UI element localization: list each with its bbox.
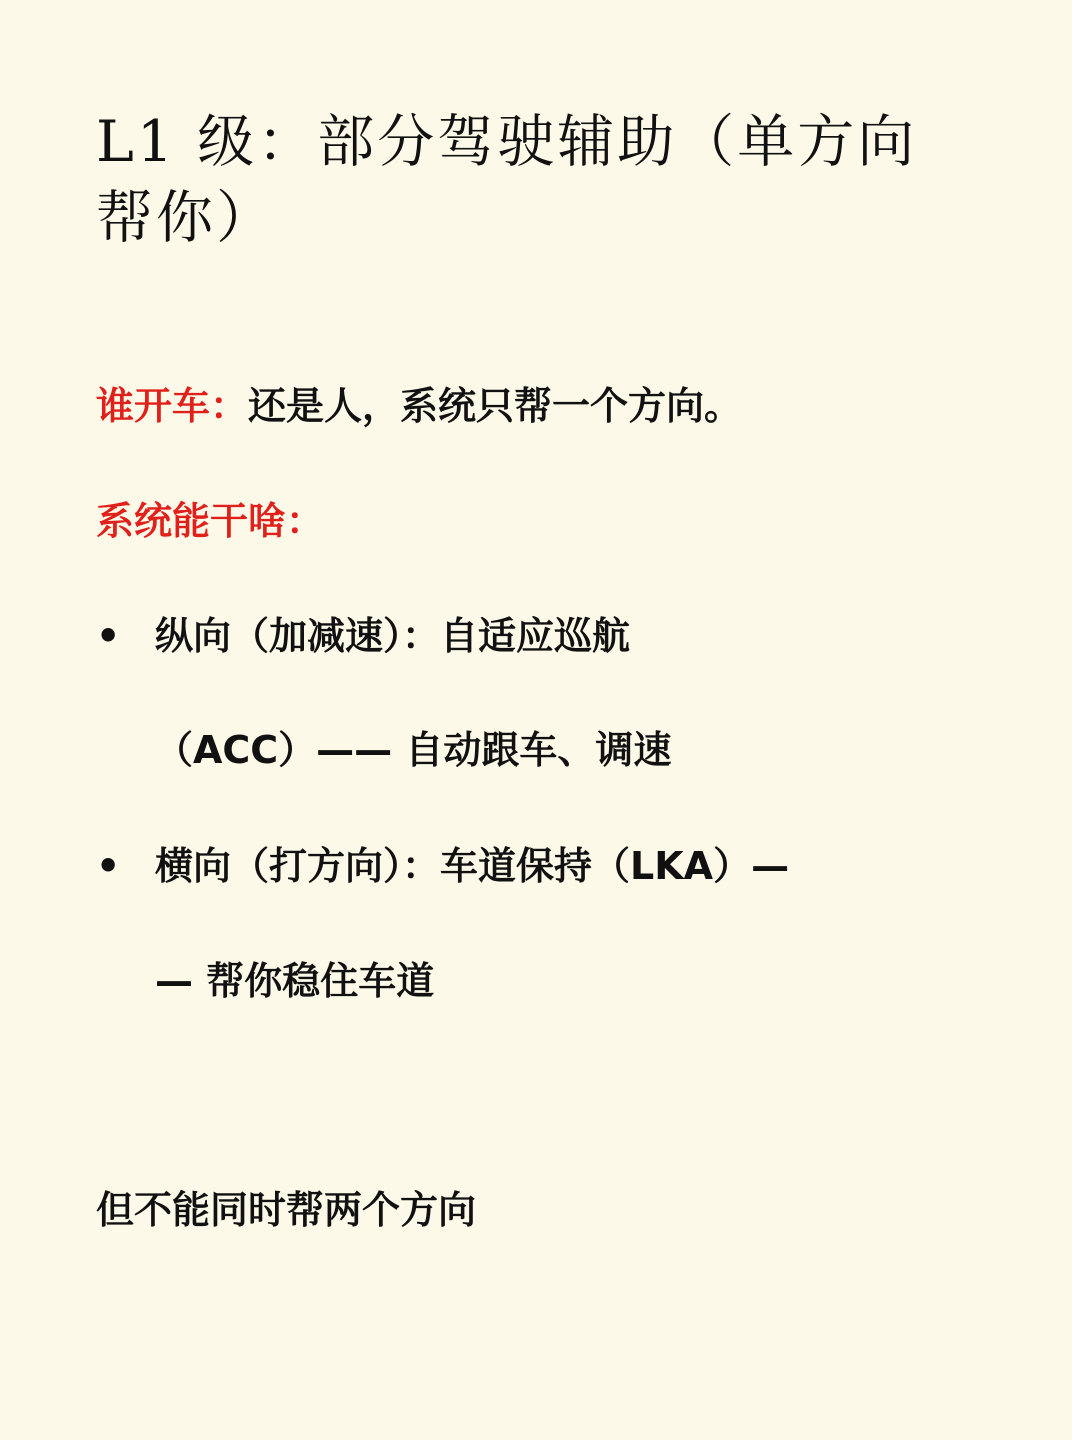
footer-note — [96, 1184, 476, 1236]
bullet-item-lateral-line-1: 横向（打方向）：车道保持（LKA）— — [155, 844, 790, 888]
page-title: L1 级：部分驾驶辅助（单方向帮你） — [96, 109, 918, 251]
capabilities-label: 系统能干啥： — [96, 498, 325, 543]
footer-text: 但不能同时帮两个方向 — [96, 1188, 477, 1232]
bullet-item-longitudinal-line-2: （ACC）—— 自动跟车、调速 — [155, 728, 672, 772]
capabilities-line — [96, 495, 324, 547]
bullet-item-longitudinal-line-1: 纵向（加减速）：自适应巡航 — [155, 614, 631, 658]
who-drives-text: 还是人，系统只帮一个方向。 — [248, 384, 743, 428]
who-drives-line — [96, 380, 742, 432]
bullet-icon: • — [96, 614, 121, 658]
who-drives-label: 谁开车： — [96, 383, 249, 428]
bullet-icon: • — [96, 844, 121, 888]
bullet-item-lateral-line-2: — 帮你稳住车道 — [155, 959, 435, 1003]
